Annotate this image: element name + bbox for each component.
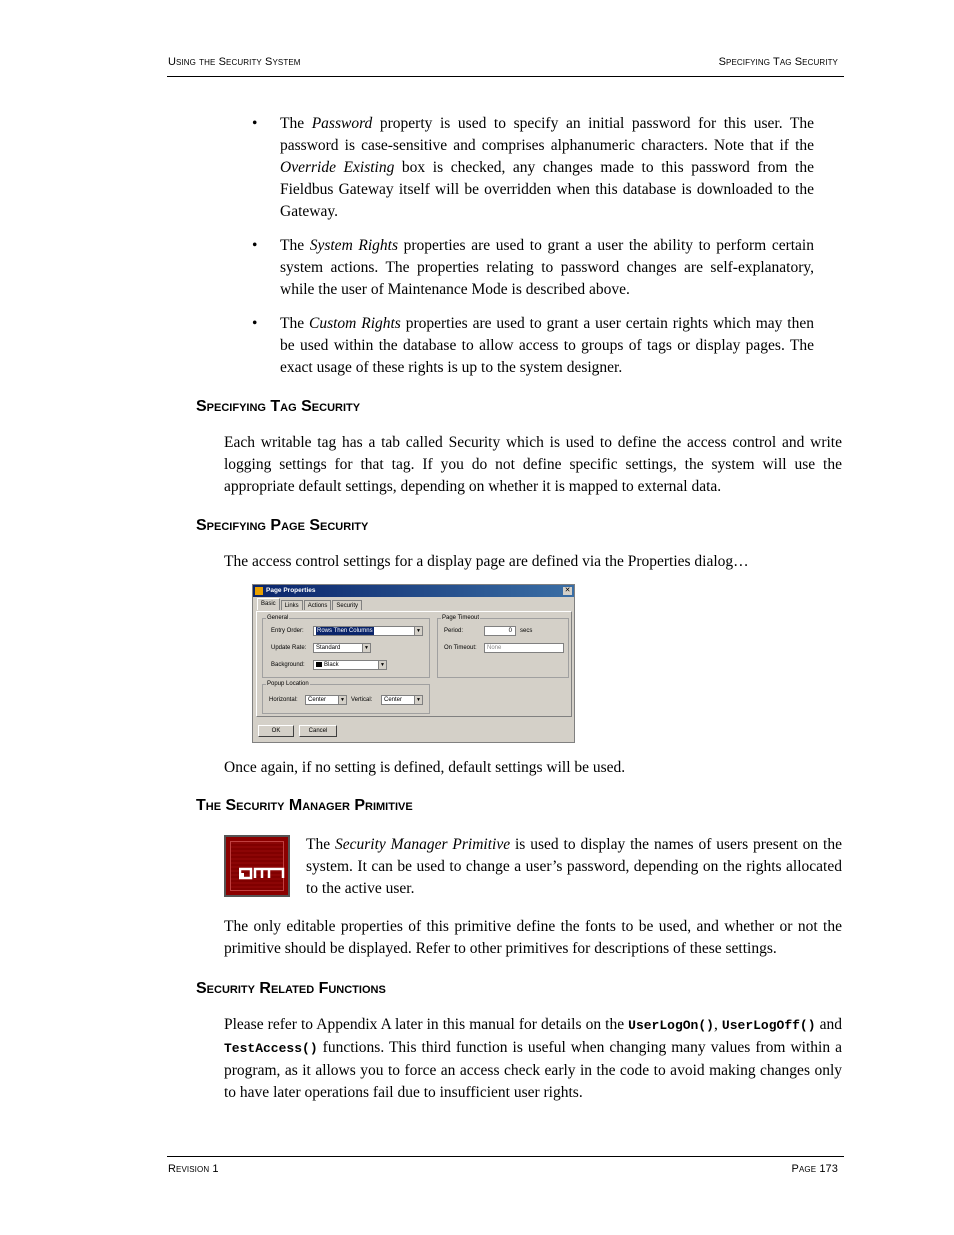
- period-label: Period:: [444, 628, 464, 634]
- general-group: [262, 615, 430, 678]
- vertical-label: Vertical:: [351, 697, 373, 703]
- page-timeout-group-label: Page Timeout: [442, 615, 480, 621]
- security-manager-properties-paragraph: The only editable properties of this primitive define the fonts to be used, and whether or not the primitive should be displayed. Refer to other primitives for descriptions of these settings.: [224, 918, 842, 957]
- footer-rule: [167, 1156, 844, 1157]
- popup-location-group: [262, 681, 430, 714]
- header-rule: [167, 76, 844, 77]
- list-item: • The Custom Rights properties are used to grant a user certain rights which may then be used within the database to allow access to groups of tags or display pages. The exact usage of these rights is up to the system designer.: [252, 315, 814, 376]
- ok-button[interactable]: OK: [258, 725, 294, 737]
- cancel-button[interactable]: Cancel: [299, 725, 337, 737]
- property-bullet-list: [250, 113, 814, 391]
- general-group-label: General: [267, 615, 289, 621]
- bullet-dot-icon: •: [252, 237, 258, 254]
- period-unit: secs: [520, 628, 533, 634]
- running-header-left: Using the Security System: [168, 56, 301, 68]
- tab-links[interactable]: Links: [281, 600, 303, 610]
- chevron-down-icon: ▼: [414, 696, 422, 704]
- page-security-after: Once again, if no setting is defined, default settings will be used.: [224, 759, 626, 776]
- background-label: Background:: [271, 662, 305, 668]
- bullet-dot-icon: •: [252, 315, 258, 332]
- dialog-titlebar: [253, 585, 574, 597]
- horizontal-label: Horizontal:: [269, 697, 298, 703]
- chevron-down-icon: ▼: [362, 644, 370, 652]
- on-timeout-label: On Timeout:: [444, 645, 477, 651]
- vertical-select[interactable]: Center ▼: [381, 695, 423, 705]
- security-functions-paragraph: Please refer to Appendix A later in this manual for details on the UserLogOn(), UserLogOff() and TestAccess() functions. This third function is useful when changing many values from within a program, as it allows you to force an access check early in the code to avoid making changes only to have later operations fail due to insufficient user rights.: [224, 1016, 842, 1101]
- list-item: • The System Rights properties are used to grant a user the ability to perform certain system actions. The properties relating to password changes are self-explanatory, while the user of Maintenance Mode is described above.: [252, 237, 814, 298]
- chevron-down-icon: ▼: [338, 696, 346, 704]
- section-heading-page-security: Specifying Page Security: [196, 517, 369, 534]
- tab-basic[interactable]: Basic: [257, 598, 280, 610]
- bullet-dot-icon: •: [252, 115, 258, 132]
- color-swatch: [316, 662, 322, 667]
- tab-security[interactable]: Security: [332, 600, 362, 610]
- page-timeout-group: [437, 615, 569, 678]
- footer-revision: Revision 1: [168, 1163, 219, 1175]
- period-input[interactable]: 0: [484, 626, 516, 636]
- page-security-intro: The access control settings for a display page are defined via the Properties dialog…: [224, 553, 749, 570]
- chevron-down-icon: ▼: [378, 661, 386, 669]
- security-manager-paragraph: The Security Manager Primitive is used to display the names of users present on the system. It can be used to change a user’s password, depending on the rights allocated to the active user.: [306, 836, 842, 897]
- footer-page-number: Page 173: [791, 1163, 838, 1175]
- section-heading-security-functions: Security Related Functions: [196, 980, 386, 997]
- basic-tab-panel: [256, 611, 572, 717]
- running-header-right: Specifying Tag Security: [718, 56, 838, 68]
- close-icon[interactable]: ✕: [564, 587, 571, 594]
- entry-order-label: Entry Order:: [271, 628, 304, 634]
- popup-location-group-label: Popup Location: [267, 681, 309, 687]
- list-item: • The Password property is used to specify an initial password for this user. The password is case-sensitive and comprises alphanumeric characters. Note that if the Override Existing box is checked, any changes made to this password from the Fieldbus Gateway itself will be overridden when this database is downloaded to the Gateway.: [252, 115, 814, 220]
- background-select[interactable]: Black ▼: [313, 660, 387, 670]
- dialog-title: Page Properties: [266, 587, 316, 594]
- section-heading-tag-security: Specifying Tag Security: [196, 398, 361, 415]
- function-testaccess: TestAccess(): [224, 1041, 318, 1056]
- update-rate-label: Update Rate:: [271, 645, 307, 651]
- entry-order-select[interactable]: Rows Then Columns ▼: [313, 626, 423, 636]
- update-rate-select[interactable]: Standard ▼: [313, 643, 371, 653]
- security-manager-icon: [224, 835, 290, 897]
- chevron-down-icon: ▼: [414, 627, 422, 635]
- app-icon: [255, 587, 263, 595]
- tag-security-paragraph: Each writable tag has a tab called Security which is used to define the access control and write logging settings for that tag. If you do not define specific settings, the system will use the appropriate default settings, depending on whether it is mapped to external data.: [224, 434, 842, 495]
- on-timeout-input[interactable]: None: [484, 643, 564, 653]
- function-userlogon: UserLogOn(): [628, 1018, 714, 1033]
- section-heading-security-manager: The Security Manager Primitive: [196, 797, 413, 814]
- tab-actions[interactable]: Actions: [304, 600, 332, 610]
- dialog-tabs: [257, 600, 363, 610]
- page-properties-dialog: [252, 584, 575, 743]
- function-userlogoff: UserLogOff(): [721, 1018, 816, 1033]
- horizontal-select[interactable]: Center ▼: [305, 695, 347, 705]
